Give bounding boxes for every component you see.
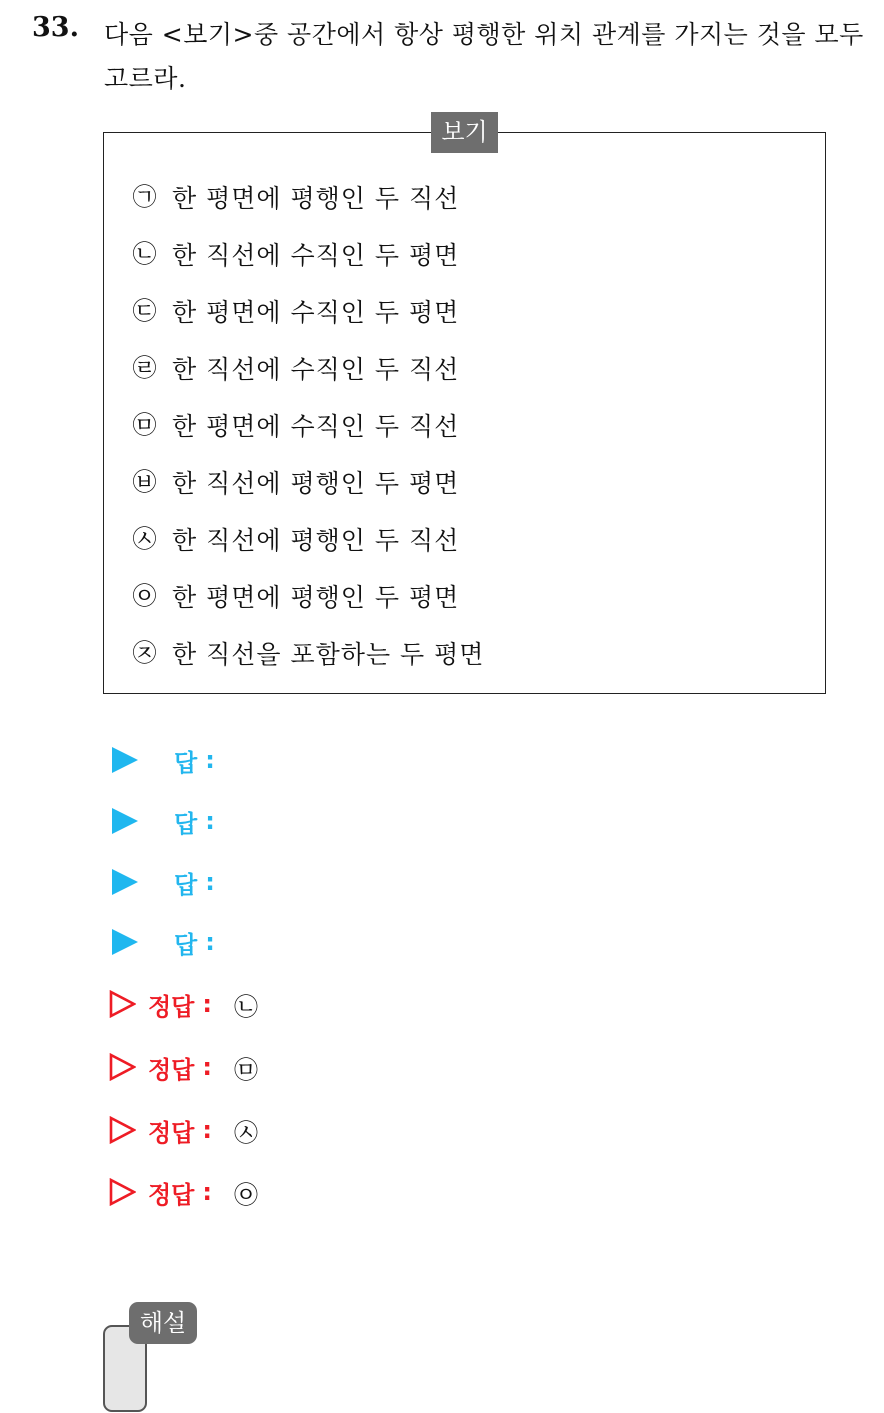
correct-label: 정답: [148, 1180, 195, 1209]
correct-colon: :: [202, 1116, 212, 1144]
correct-colon: :: [202, 1178, 212, 1206]
answer-row: [108, 801, 215, 841]
bogi-label: 보기: [431, 112, 498, 153]
play-triangle-icon: [112, 808, 138, 834]
bogi-item: [132, 519, 459, 559]
answer-label: 답: [174, 748, 198, 777]
correct-value: ㉤: [233, 1055, 258, 1084]
correct-label: 정답: [148, 1118, 195, 1147]
correct-row: [108, 1047, 258, 1087]
item-text: 한 평면에 평행인 두 직선: [172, 184, 460, 213]
question-number: 33.: [32, 12, 79, 43]
answer-label: 답: [174, 930, 198, 959]
item-text: 한 직선을 포함하는 두 평면: [172, 640, 485, 669]
play-triangle-icon: [112, 869, 138, 895]
item-marker: ㉡: [132, 240, 158, 268]
item-text: 한 직선에 수직인 두 평면: [172, 241, 460, 270]
outline-triangle-icon: [108, 1116, 136, 1144]
bogi-item: [132, 348, 459, 388]
answer-row: [108, 740, 215, 780]
correct-row: [108, 1110, 258, 1150]
correct-value: ㉦: [233, 1118, 258, 1147]
item-marker: ㉤: [132, 411, 158, 439]
bogi-item: [132, 462, 459, 502]
correct-label: 정답: [148, 992, 195, 1021]
answer-row: [108, 922, 215, 962]
play-triangle-icon: [112, 929, 138, 955]
question-text: 다음 <보기>중 공간에서 항상 평행한 위치 관계를 가지는 것을 모두 고르라.: [104, 20, 864, 93]
item-marker: ㉨: [132, 639, 158, 667]
correct-row: [108, 984, 258, 1024]
bogi-item: [132, 177, 459, 217]
correct-colon: :: [202, 1053, 212, 1081]
answer-colon: :: [205, 746, 215, 774]
correct-colon: :: [202, 990, 212, 1018]
item-marker: ㉧: [132, 582, 158, 610]
item-text: 한 평면에 수직인 두 평면: [172, 298, 460, 327]
bogi-item: [132, 234, 459, 274]
answer-label: 답: [174, 809, 198, 838]
correct-value: ㉧: [233, 1180, 258, 1209]
outline-triangle-icon: [108, 1178, 136, 1206]
item-marker: ㉠: [132, 183, 158, 211]
bogi-item: [132, 633, 484, 673]
item-text: 한 직선에 평행인 두 평면: [172, 469, 460, 498]
answer-colon: :: [205, 928, 215, 956]
item-text: 한 평면에 평행인 두 평면: [172, 583, 460, 612]
item-marker: ㉦: [132, 525, 158, 553]
correct-value: ㉡: [233, 992, 258, 1021]
item-text: 한 직선에 수직인 두 직선: [172, 355, 460, 384]
item-text: 한 직선에 평행인 두 직선: [172, 526, 460, 555]
explanation-label: 해설: [129, 1302, 197, 1344]
correct-label: 정답: [148, 1055, 195, 1084]
bogi-item: [132, 576, 459, 616]
bogi-item: [132, 291, 459, 331]
outline-triangle-icon: [108, 1053, 136, 1081]
outline-triangle-icon: [108, 990, 136, 1018]
item-text: 한 평면에 수직인 두 직선: [172, 412, 460, 441]
item-marker: ㉥: [132, 468, 158, 496]
answer-colon: :: [205, 807, 215, 835]
bogi-item: [132, 405, 459, 445]
item-marker: ㉣: [132, 354, 158, 382]
play-triangle-icon: [112, 747, 138, 773]
answer-label: 답: [174, 870, 198, 899]
correct-row: [108, 1172, 258, 1212]
item-marker: ㉢: [132, 297, 158, 325]
answer-row: [108, 862, 215, 902]
answer-colon: :: [205, 868, 215, 896]
